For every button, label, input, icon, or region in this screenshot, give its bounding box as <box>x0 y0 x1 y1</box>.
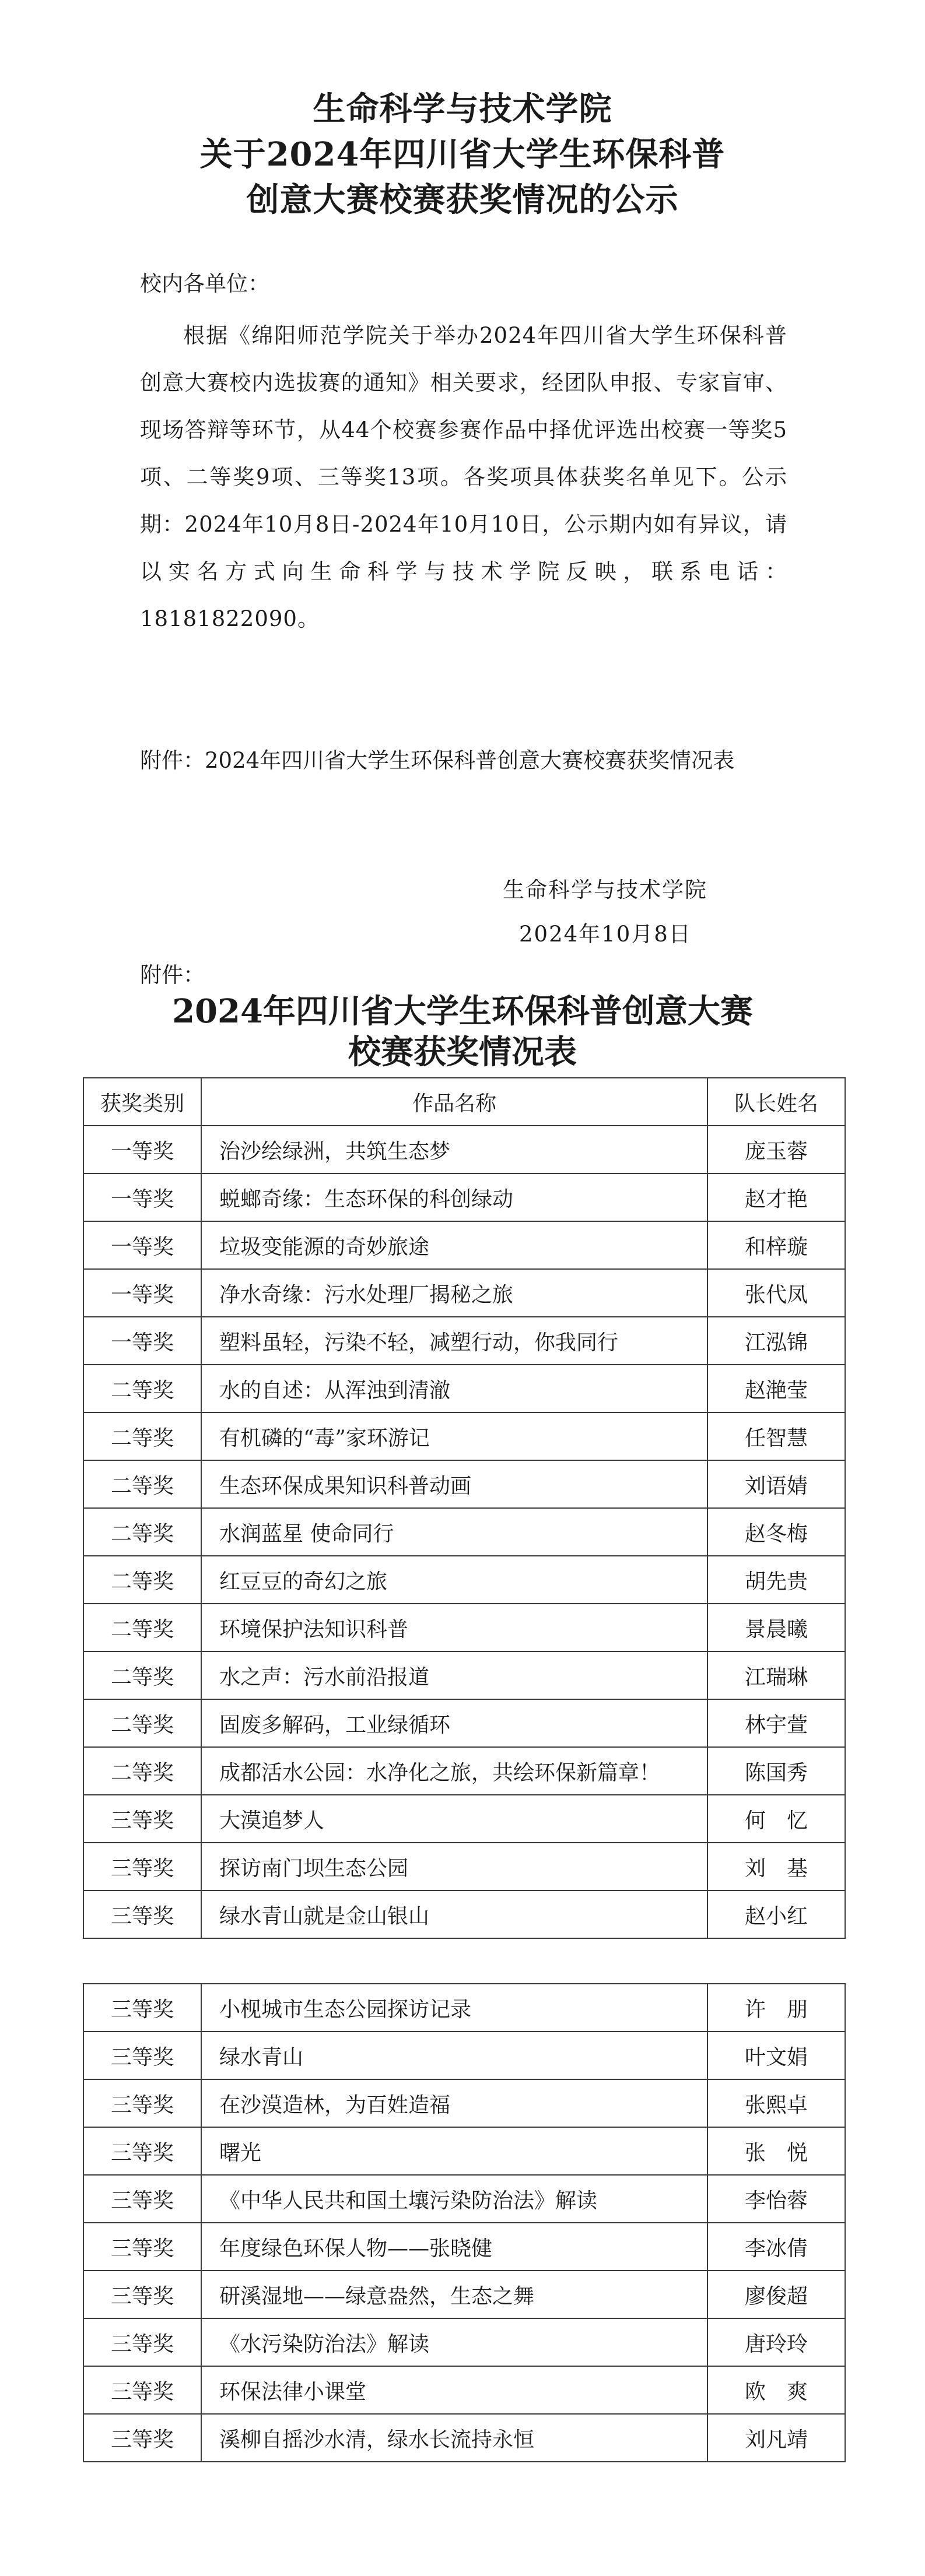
cell-work-title: 塑料虽轻，污染不轻，减塑行动，你我同行 <box>201 1317 707 1365</box>
cell-work-title: 探访南门坝生态公园 <box>201 1843 707 1890</box>
cell-leader: 赵小红 <box>707 1890 845 1938</box>
cell-leader: 江泓锦 <box>707 1317 845 1365</box>
title-line-2: 关于2024年四川省大学生环保科普 <box>199 135 726 174</box>
cell-work-title: 水的自述：从浑浊到清澈 <box>201 1365 707 1412</box>
cell-leader: 景晨曦 <box>707 1604 845 1651</box>
cell-work-title: 垃圾变能源的奇妙旅途 <box>201 1221 707 1269</box>
cell-category: 二等奖 <box>83 1412 201 1460</box>
cell-leader: 赵冬梅 <box>707 1508 845 1556</box>
cell-category: 三等奖 <box>83 2318 201 2366</box>
table-row <box>83 1795 845 1843</box>
cell-work-title: 研溪湿地——绿意盎然，生态之舞 <box>201 2271 707 2318</box>
cell-work-title: 环保法律小课堂 <box>201 2366 707 2414</box>
cell-category: 三等奖 <box>83 2414 201 2462</box>
header-leader: 队长姓名 <box>707 1078 845 1126</box>
cell-leader: 欧 爽 <box>707 2366 845 2414</box>
cell-leader: 赵才艳 <box>707 1173 845 1221</box>
header-work-title: 作品名称 <box>201 1078 707 1126</box>
table-row <box>83 2079 845 2127</box>
cell-category: 一等奖 <box>83 1126 201 1173</box>
cell-category: 二等奖 <box>83 1556 201 1604</box>
cell-work-title: 水之声：污水前沿报道 <box>201 1651 707 1699</box>
table-row <box>83 1747 845 1795</box>
cell-work-title: 年度绿色环保人物——张晓健 <box>201 2223 707 2271</box>
cell-category: 三等奖 <box>83 2079 201 2127</box>
cell-leader: 庞玉蓉 <box>707 1126 845 1173</box>
cell-category: 二等奖 <box>83 1508 201 1556</box>
cell-work-title: 治沙绘绿洲，共筑生态梦 <box>201 1126 707 1173</box>
table-row <box>83 1365 845 1412</box>
cell-work-title: 净水奇缘：污水处理厂揭秘之旅 <box>201 1269 707 1317</box>
cell-category: 二等奖 <box>83 1651 201 1699</box>
cell-category: 三等奖 <box>83 1795 201 1843</box>
table-header-row <box>83 1078 845 1126</box>
attachment-label: 附件： <box>140 962 205 987</box>
table-row <box>83 2318 845 2366</box>
cell-work-title: 《水污染防治法》解读 <box>201 2318 707 2366</box>
table-row <box>83 2366 845 2414</box>
table-row <box>83 1984 845 2032</box>
table-row <box>83 2414 845 2462</box>
cell-category: 一等奖 <box>83 1317 201 1365</box>
cell-leader: 任智慧 <box>707 1412 845 1460</box>
salutation: 校内各单位： <box>140 271 269 296</box>
cell-work-title: 红豆豆的奇幻之旅 <box>201 1556 707 1604</box>
cell-work-title: 绿水青山就是金山银山 <box>201 1890 707 1938</box>
table-row <box>83 1890 845 1938</box>
table-title-line-2: 校赛获奖情况表 <box>348 1033 577 1071</box>
table-row <box>83 1843 845 1890</box>
cell-leader: 陈国秀 <box>707 1747 845 1795</box>
cell-leader: 廖俊超 <box>707 2271 845 2318</box>
cell-work-title: 绿水青山 <box>201 2032 707 2079</box>
table-row <box>83 2175 845 2223</box>
cell-category: 二等奖 <box>83 1604 201 1651</box>
cell-work-title: 《中华人民共和国土壤污染防治法》解读 <box>201 2175 707 2223</box>
cell-category: 一等奖 <box>83 1173 201 1221</box>
awards-table-part-2 <box>83 1983 846 2462</box>
cell-leader: 刘 基 <box>707 1843 845 1890</box>
table-row <box>83 1556 845 1604</box>
cell-category: 二等奖 <box>83 1365 201 1412</box>
cell-leader: 刘凡靖 <box>707 2414 845 2462</box>
cell-leader: 赵滟莹 <box>707 1365 845 1412</box>
cell-leader: 唐玲玲 <box>707 2318 845 2366</box>
cell-category: 二等奖 <box>83 1747 201 1795</box>
signature-org: 生命科学与技术学院 <box>503 877 707 902</box>
cell-leader: 许 朋 <box>707 1984 845 2032</box>
signature-date: 2024年10月8日 <box>519 922 692 947</box>
cell-category: 二等奖 <box>83 1460 201 1508</box>
cell-work-title: 曙光 <box>201 2127 707 2175</box>
table-row <box>83 2032 845 2079</box>
cell-work-title: 水润蓝星 使命同行 <box>201 1508 707 1556</box>
cell-leader: 胡先贵 <box>707 1556 845 1604</box>
cell-work-title: 溪柳自摇沙水清，绿水长流持永恒 <box>201 2414 707 2462</box>
title-line-3: 创意大赛校赛获奖情况的公示 <box>246 181 679 219</box>
cell-leader: 李怡蓉 <box>707 2175 845 2223</box>
cell-category: 三等奖 <box>83 1890 201 1938</box>
cell-category: 三等奖 <box>83 1843 201 1890</box>
cell-category: 三等奖 <box>83 2127 201 2175</box>
table-row <box>83 1699 845 1747</box>
table-row <box>83 1317 845 1365</box>
cell-work-title: 生态环保成果知识科普动画 <box>201 1460 707 1508</box>
table-title-line-1: 2024年四川省大学生环保科普创意大赛 <box>172 992 753 1031</box>
cell-category: 三等奖 <box>83 1984 201 2032</box>
cell-leader: 张代凤 <box>707 1269 845 1317</box>
cell-work-title: 固废多解码，工业绿循环 <box>201 1699 707 1747</box>
cell-work-title: 环境保护法知识科普 <box>201 1604 707 1651</box>
cell-category: 三等奖 <box>83 2223 201 2271</box>
cell-work-title: 蜕螂奇缘：生态环保的科创绿动 <box>201 1173 707 1221</box>
cell-category: 三等奖 <box>83 2366 201 2414</box>
cell-leader: 刘语婧 <box>707 1460 845 1508</box>
cell-work-title: 小枧城市生态公园探访记录 <box>201 1984 707 2032</box>
cell-category: 二等奖 <box>83 1699 201 1747</box>
cell-category: 一等奖 <box>83 1221 201 1269</box>
table-row <box>83 1508 845 1556</box>
cell-leader: 叶文娟 <box>707 2032 845 2079</box>
table-row <box>83 1221 845 1269</box>
cell-category: 三等奖 <box>83 2271 201 2318</box>
table-row <box>83 1269 845 1317</box>
cell-leader: 和梓璇 <box>707 1221 845 1269</box>
cell-category: 三等奖 <box>83 2032 201 2079</box>
cell-leader: 何 忆 <box>707 1795 845 1843</box>
cell-leader: 张 悦 <box>707 2127 845 2175</box>
awards-table-part-1 <box>83 1077 846 1939</box>
table-row <box>83 2127 845 2175</box>
cell-leader: 江瑞琳 <box>707 1651 845 1699</box>
table-row <box>83 1651 845 1699</box>
table-row <box>83 2223 845 2271</box>
table-row <box>83 1126 845 1173</box>
cell-work-title: 在沙漠造林，为百姓造福 <box>201 2079 707 2127</box>
header-category: 获奖类别 <box>83 1078 201 1126</box>
table-row <box>83 1412 845 1460</box>
cell-work-title: 大漠追梦人 <box>201 1795 707 1843</box>
notice-body: 根据《绵阳师范学院关于举办2024年四川省大学生环保科普创意大赛校内选拔赛的通知》相关要求，经团队申报、专家盲审、现场答辩等环节，从44个校赛参赛作品中择优评选出校赛一等奖5项、二等奖9项、三等奖13项。各奖项具体获奖名单见下。公示期：2024年10月8日-2024年10月10日，公示期内如有异议，请以实名方式向生命科学与技术学院反映，联系电话：18181822090。 <box>140 323 787 631</box>
attachment-note: 附件：2024年四川省大学生环保科普创意大赛校赛获奖情况表 <box>140 748 735 773</box>
cell-leader: 林宇萱 <box>707 1699 845 1747</box>
cell-leader: 张熙卓 <box>707 2079 845 2127</box>
table-row <box>83 2271 845 2318</box>
table-row <box>83 1604 845 1651</box>
table-row <box>83 1173 845 1221</box>
cell-work-title: 有机磷的“毒”家环游记 <box>201 1412 707 1460</box>
title-line-1: 生命科学与技术学院 <box>313 90 612 128</box>
cell-work-title: 成都活水公园：水净化之旅，共绘环保新篇章！ <box>201 1747 707 1795</box>
cell-category: 三等奖 <box>83 2175 201 2223</box>
cell-category: 一等奖 <box>83 1269 201 1317</box>
cell-leader: 李冰倩 <box>707 2223 845 2271</box>
table-row <box>83 1460 845 1508</box>
